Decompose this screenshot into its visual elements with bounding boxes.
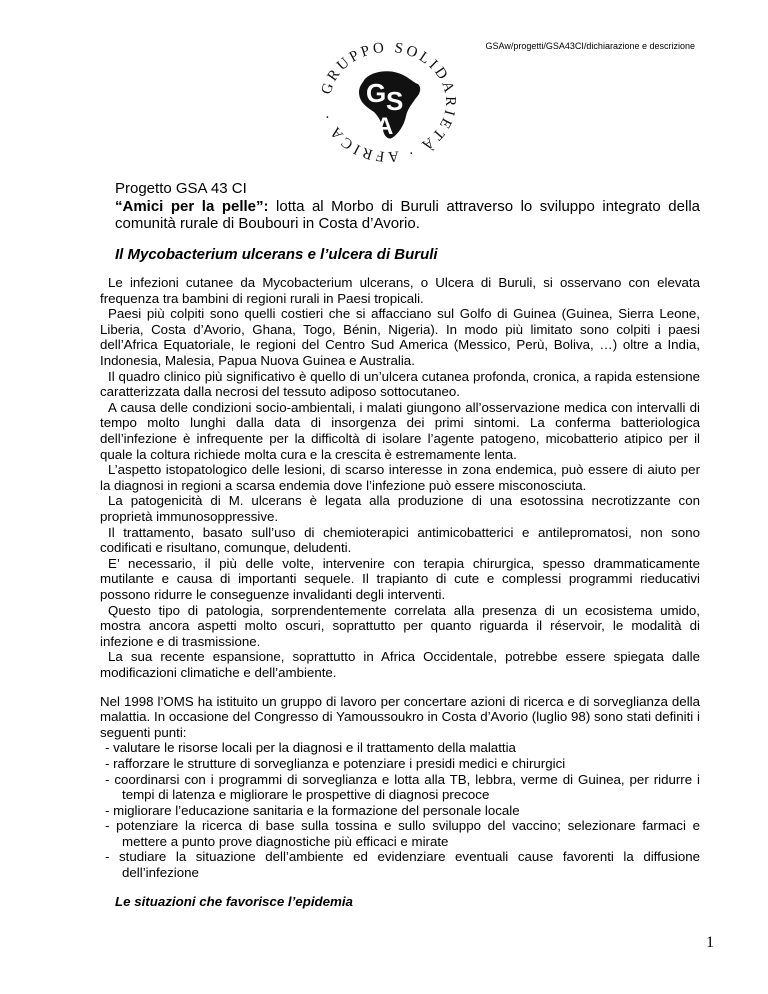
project-title — [115, 180, 700, 233]
list-item: - potenziare la ricerca di base sulla tossina e sullo sviluppo del vaccino; selezionare farmaci e mettere a punto prove diagnostiche più efficaci e mirate — [105, 818, 701, 849]
oms-intro-paragraph: Nel 1998 l’OMS ha istituito un gruppo di lavoro per concertare azioni di ricerca e di sorveglianza della malattia. In occasione del Congresso di Yamoussoukro in Costa d’Avorio (luglio 98) sono stati definiti i seguenti punti: — [100, 693, 700, 740]
list-item: - rafforzare le strutture di sorveglianza e potenziare i presidi medici e chirurgici — [105, 755, 566, 771]
page-number: 1 — [706, 934, 714, 951]
logo-letter-s: S — [386, 86, 404, 116]
list-item: - valutare le risorse locali per la diagnosi e il trattamento della malattia — [105, 740, 516, 756]
list-item: - coordinarsi con i programmi di sorveglianza e lotta alla TB, lebbra, verme di Guinea, per ridurre i tempi di latenza e migliorare le prospettive di diagnosi precoce — [105, 771, 700, 803]
project-quote: “Amici per la pelle”: — [115, 197, 269, 215]
paragraph: E’ necessario, il più delle volte, intervenire con terapia chirurgica, spesso drammaticamente mutilante e causa di importanti sequele. Il trapianto di cute e complessi programmi rieducativi possono ridurre le conseguenze invalidanti degli interventi. — [100, 555, 700, 602]
logo-letter-g: G — [366, 78, 387, 108]
paragraph: La patogenicità di M. ulcerans è legata alla produzione di una esotossina necrotizzante con proprietà immunosoppressive. — [100, 493, 700, 524]
paragraph: Paesi più colpiti sono quelli costieri che si affacciano sul Golfo di Guinea (Guinea, Sierra Leone, Liberia, Costa d’Avorio, Ghana, Togo, Bénin, Nigeria). In modo più limitato sono colpiti i paesi dell’Africa Equatoriale, le regioni del Centro Sud America (Messico, Perù, Boliva, …) oltre a India, Indonesia, Malesia, Papua Nuova Guinea e Australia. — [100, 306, 700, 369]
paragraph: A causa delle condizioni socio-ambientali, i malati giungono all’osservazione medica con intervalli di tempo molto lunghi dalla data di insorgenza dei primi sintomi. La conferma batteriologica dell’infezione è infrequente per la difficoltà di isolare l’agente patogeno, micobatterio atipico per il quale la coltura richiede molta cura e la crescita è estremamente lenta. — [100, 399, 700, 462]
document-body — [100, 180, 700, 909]
header-file-path: GSAw/progetti/GSA43CI/dichiarazione e descrizione — [485, 41, 695, 51]
section-heading-epidemia: Le situazioni che favorisce l’epidemia — [115, 893, 353, 909]
paragraph: Questo tipo di patologia, sorprendentemente correlata alla presenza di un ecosistema umido, mostra ancora aspetti molto oscuri, soprattutto per quanto riguarda il réservoir, le modalità di infezione e di trasmissione. — [100, 602, 700, 649]
section-heading-buruli: Il Mycobacterium ulcerans e l’ulcera di Buruli — [115, 245, 438, 263]
project-code: Progetto GSA 43 CI — [115, 180, 247, 197]
paragraph: Il quadro clinico più significativo è quello di un’ulcera cutanea profonda, cronica, a rapida estensione caratterizzata dalla necrosi del tessuto adiposo sottocutaneo. — [100, 368, 700, 400]
paragraph: La sua recente espansione, soprattutto in Africa Occidentale, potrebbe essere spiegata dalle modificazioni climatiche e dell’ambiente. — [100, 649, 700, 680]
oms-points-list — [100, 740, 700, 880]
logo-letter-a: A — [376, 113, 394, 140]
paragraph: Le infezioni cutanee da Mycobacterium ulcerans, o Ulcera di Buruli, si osservano con elevata frequenza tra bambini di regioni rurali in Paesi tropicali. — [100, 275, 700, 306]
paragraph: Il trattamento, basato sull’uso di chemioterapici antimicobatterici e antilepromatosi, non sono codificati e risultano, comunque, deludenti. — [100, 524, 700, 556]
list-item: - studiare la situazione dell’ambiente ed evidenziare eventuali cause favorenti la diffusione dell’infezione — [105, 849, 701, 881]
paragraph: L’aspetto istopatologico delle lesioni, di scarso interesse in zona endemica, può essere di aiuto per la diagnosi in regioni a scarsa endemia dove l’infezione può essere misconosciuta. — [100, 462, 700, 493]
list-item: - migliorare l’educazione sanitaria e la formazione del personale locale — [105, 802, 520, 818]
project-subtitle: lotta al Morbo di Buruli attraverso lo sviluppo integrato della comunità rurale di Boubouri in Costa d’Avorio. — [115, 197, 700, 232]
logo-ring-text: GRUPPO SOLIDARIETÀ · AFRICA · — [318, 42, 459, 162]
gsa-logo — [308, 42, 468, 162]
